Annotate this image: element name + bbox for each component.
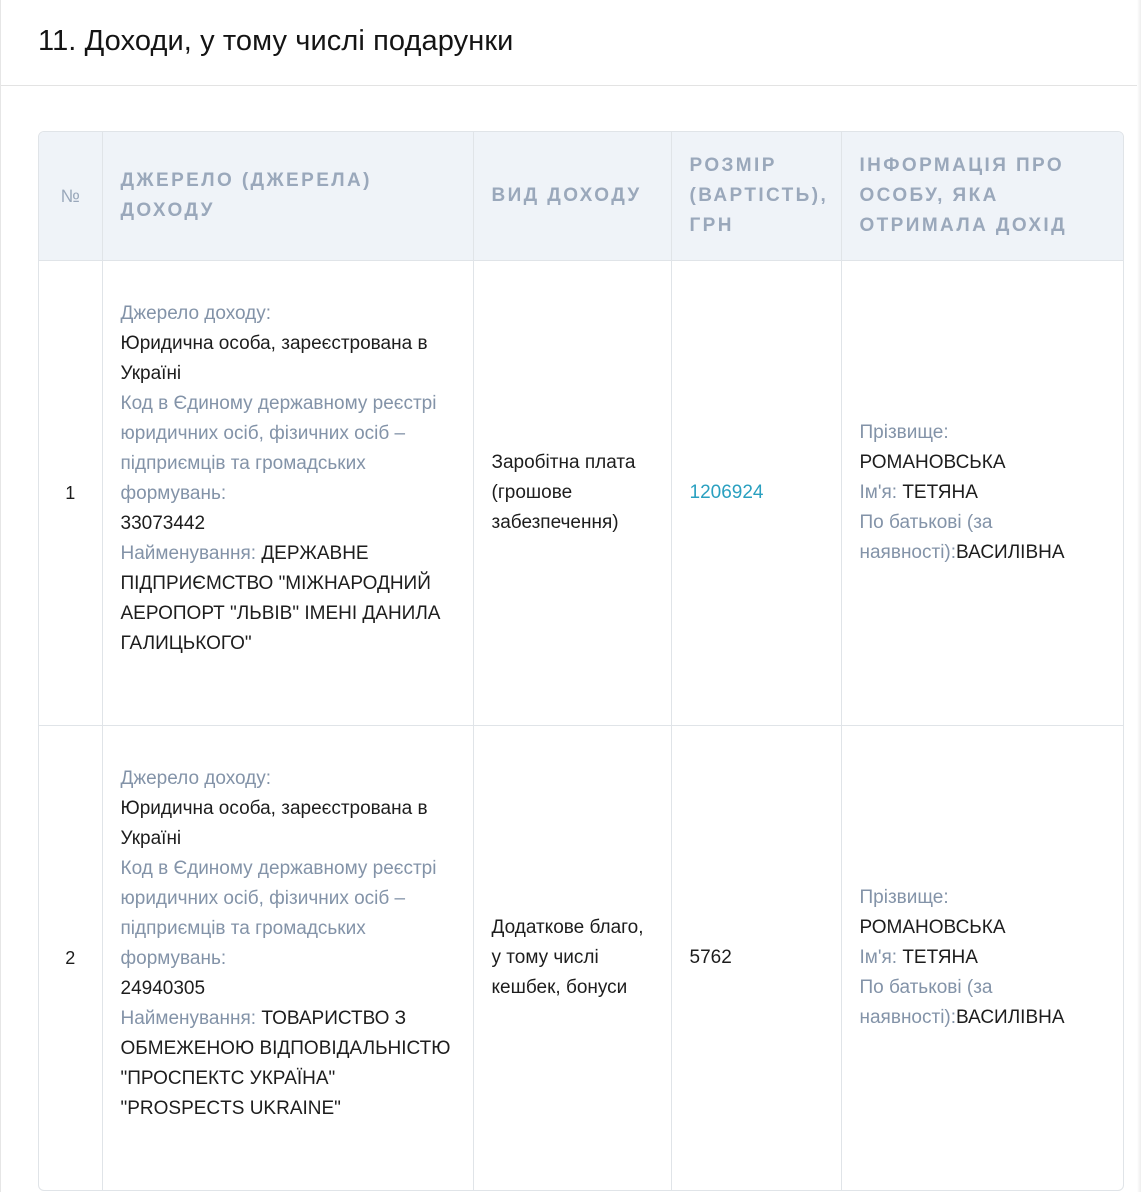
header-source: ДЖЕРЕЛО (ДЖЕРЕЛА) ДОХОДУ xyxy=(102,132,473,260)
income-source-cell xyxy=(102,260,473,725)
first-name-value: ТЕТЯНА xyxy=(902,481,978,503)
first-name xyxy=(860,943,1108,973)
section-title: 11. Доходи, у тому числі подарунки xyxy=(38,25,514,57)
surname-label: Прізвище: xyxy=(859,886,949,908)
header-recipient: ІНФОРМАЦІЯ ПРО ОСОБУ, ЯКА ОТРИМАЛА ДОХІД xyxy=(841,132,1124,260)
recipient-cell xyxy=(841,260,1124,725)
surname-value: РОМАНОВСЬКА xyxy=(859,916,1006,938)
registry-code-label: Код в Єдиному державному реєстрі юридичних осіб, фізичних осіб – підприємців та громадських формувань: xyxy=(120,857,437,969)
income-amount-cell xyxy=(671,725,841,1190)
income-source-cell xyxy=(102,725,473,1190)
source-value: Юридична особа, зареєстрована в Україні xyxy=(120,332,428,384)
patronymic-label: По батькові (за наявності): xyxy=(859,511,993,563)
registry-code-value: 33073442 xyxy=(120,512,206,534)
organization-name xyxy=(121,539,455,659)
first-name-label: Ім'я: xyxy=(859,481,903,503)
row-number: 1 xyxy=(39,260,102,725)
first-name-label: Ім'я: xyxy=(859,946,903,968)
organization-name-value: ТОВАРИСТВО З ОБМЕЖЕНОЮ ВІДПОВІДАЛЬНІСТЮ "ПРОСПЕКТС УКРАЇНА" "PROSPECTS UKRAINE" xyxy=(120,1007,451,1119)
patronymic-value: ВАСИЛІВНА xyxy=(956,541,1065,563)
patronymic xyxy=(860,508,1108,568)
patronymic-value: ВАСИЛІВНА xyxy=(956,1006,1065,1028)
income-amount-link[interactable]: 1206924 xyxy=(689,481,764,503)
patronymic-label: По батькові (за наявності): xyxy=(859,976,993,1028)
first-name-value: ТЕТЯНА xyxy=(902,946,978,968)
source-label: Джерело доходу: xyxy=(120,302,272,324)
source-value: Юридична особа, зареєстрована в Україні xyxy=(120,797,428,849)
income-type-cell: Заробітна плата (грошове забезпечення) xyxy=(473,260,671,725)
income-table xyxy=(39,132,1124,1190)
header-number: № xyxy=(39,132,102,260)
registry-code-value: 24940305 xyxy=(120,977,206,999)
surname-label: Прізвище: xyxy=(859,421,949,443)
source-label: Джерело доходу: xyxy=(120,767,272,789)
income-type-cell: Додаткове благо, у тому числі кешбек, бонуси xyxy=(473,725,671,1190)
income-amount-cell xyxy=(671,260,841,725)
recipient-cell xyxy=(841,725,1124,1190)
registry-code-label: Код в Єдиному державному реєстрі юридичних осіб, фізичних осіб – підприємців та громадських формувань: xyxy=(120,392,437,504)
row-number: 2 xyxy=(39,725,102,1190)
table-header-row xyxy=(39,132,1124,260)
scrollbar-edge xyxy=(1137,0,1141,1192)
header-amount: РОЗМІР (ВАРТІСТЬ), ГРН xyxy=(671,132,841,260)
table-row xyxy=(39,260,1124,725)
section-header xyxy=(1,0,1141,86)
income-amount-value: 5762 xyxy=(689,946,732,968)
surname-value: РОМАНОВСЬКА xyxy=(859,451,1006,473)
header-income-type: ВИД ДОХОДУ xyxy=(473,132,671,260)
organization-name xyxy=(121,1004,455,1124)
patronymic xyxy=(860,973,1108,1033)
income-table-container xyxy=(38,131,1124,1191)
organization-name-label: Найменування: xyxy=(120,542,262,564)
organization-name-label: Найменування: xyxy=(120,1007,262,1029)
first-name xyxy=(860,478,1108,508)
organization-name-value: ДЕРЖАВНЕ ПІДПРИЄМСТВО "МІЖНАРОДНИЙ АЕРОПОРТ "ЛЬВІВ" ІМЕНІ ДАНИЛА ГАЛИЦЬКОГО" xyxy=(120,542,441,654)
table-row xyxy=(39,725,1124,1190)
